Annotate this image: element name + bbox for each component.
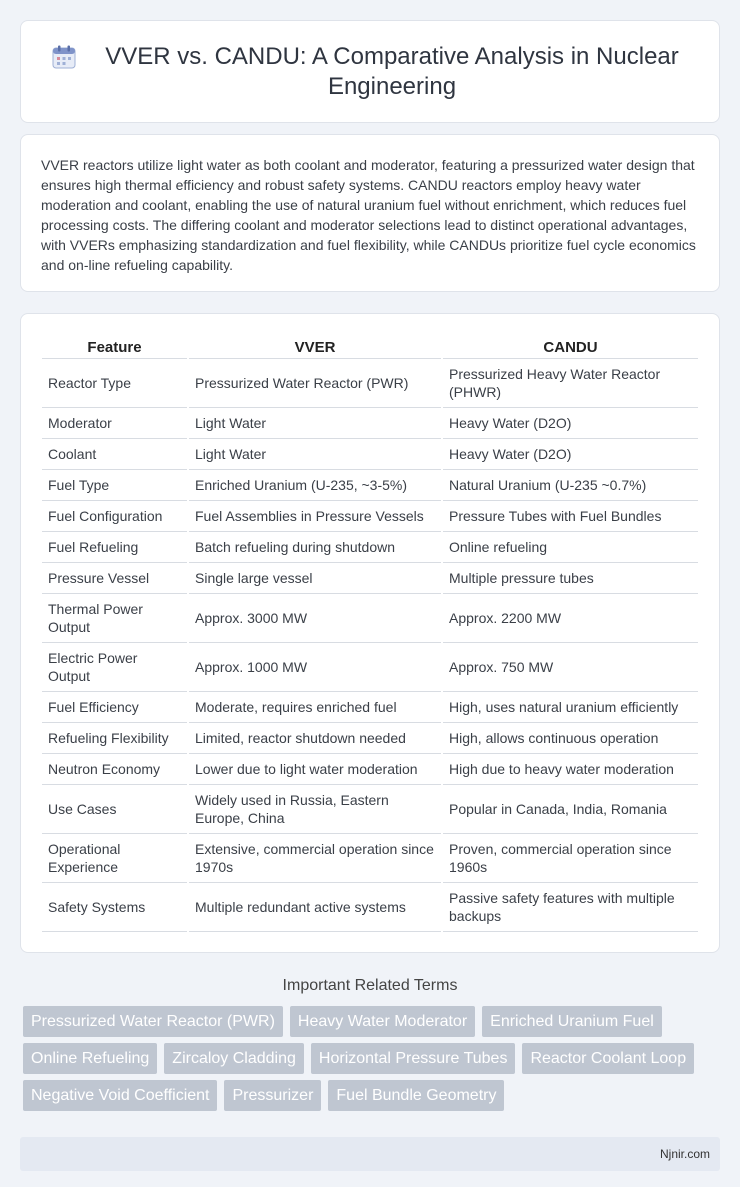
calendar-icon: [51, 44, 77, 70]
table-row: [42, 593, 698, 642]
footer: [20, 1137, 720, 1171]
row-feature: Moderator: [42, 407, 188, 438]
row-vver: Extensive, commercial operation since 1970s: [188, 833, 442, 882]
row-candu: Approx. 750 MW: [442, 642, 698, 691]
table-header-row: [42, 334, 698, 358]
table-row: [42, 531, 698, 562]
tag-reactor-coolant-loop[interactable]: Reactor Coolant Loop: [522, 1043, 694, 1074]
header-vver: VVER: [188, 334, 442, 358]
row-feature: Electric Power Output: [42, 642, 188, 691]
tag-heavy-water-moderator[interactable]: Heavy Water Moderator: [290, 1006, 475, 1037]
row-candu: Pressurized Heavy Water Reactor (PHWR): [442, 358, 698, 407]
tag-horizontal-pressure-tubes[interactable]: Horizontal Pressure Tubes: [311, 1043, 516, 1074]
row-feature: Safety Systems: [42, 882, 188, 931]
row-feature: Operational Experience: [42, 833, 188, 882]
row-vver: Batch refueling during shutdown: [188, 531, 442, 562]
row-vver: Light Water: [188, 438, 442, 469]
header-feature: Feature: [42, 334, 188, 358]
tag-online-refueling[interactable]: Online Refueling: [23, 1043, 157, 1074]
row-vver: Single large vessel: [188, 562, 442, 593]
footer-site-link[interactable]: Njnir.com: [659, 1147, 710, 1161]
table-row: [42, 407, 698, 438]
row-candu: Heavy Water (D2O): [442, 438, 698, 469]
row-candu: Passive safety features with multiple backups: [442, 882, 698, 931]
row-feature: Coolant: [42, 438, 188, 469]
row-candu: High, allows continuous operation: [442, 722, 698, 753]
table-row: [42, 784, 698, 833]
header-candu: CANDU: [442, 334, 698, 358]
tag-pressurized-water-reactor[interactable]: Pressurized Water Reactor (PWR): [23, 1006, 283, 1037]
row-candu: Proven, commercial operation since 1960s: [442, 833, 698, 882]
row-feature: Fuel Type: [42, 469, 188, 500]
related-terms-tags: [23, 1006, 720, 1117]
tag-zircaloy-cladding[interactable]: Zircaloy Cladding: [164, 1043, 304, 1074]
tag-enriched-uranium-fuel[interactable]: Enriched Uranium Fuel: [482, 1006, 662, 1037]
row-vver: Light Water: [188, 407, 442, 438]
row-vver: Fuel Assemblies in Pressure Vessels: [188, 500, 442, 531]
table-row: [42, 753, 698, 784]
row-vver: Limited, reactor shutdown needed: [188, 722, 442, 753]
row-candu: Heavy Water (D2O): [442, 407, 698, 438]
row-vver: Moderate, requires enriched fuel: [188, 691, 442, 722]
row-candu: Pressure Tubes with Fuel Bundles: [442, 500, 698, 531]
row-feature: Pressure Vessel: [42, 562, 188, 593]
title-card: [20, 20, 720, 123]
row-vver: Approx. 1000 MW: [188, 642, 442, 691]
row-feature: Fuel Efficiency: [42, 691, 188, 722]
related-terms-heading: Important Related Terms: [282, 977, 458, 994]
row-candu: Multiple pressure tubes: [442, 562, 698, 593]
row-candu: High, uses natural uranium efficiently: [442, 691, 698, 722]
row-candu: Approx. 2200 MW: [442, 593, 698, 642]
row-feature: Neutron Economy: [42, 753, 188, 784]
table-row: [42, 500, 698, 531]
row-feature: Reactor Type: [42, 358, 188, 407]
row-feature: Fuel Refueling: [42, 531, 188, 562]
page-title: VVER vs. CANDU: A Comparative Analysis in Nuclear Engineering: [105, 42, 679, 100]
title-wrap: [51, 42, 689, 102]
tag-negative-void-coefficient[interactable]: Negative Void Coefficient: [23, 1080, 217, 1111]
table-row: [42, 562, 698, 593]
table-row: [42, 358, 698, 407]
intro-card: [20, 134, 720, 292]
tag-fuel-bundle-geometry[interactable]: Fuel Bundle Geometry: [328, 1080, 504, 1111]
table-row: [42, 833, 698, 882]
row-vver: Multiple redundant active systems: [188, 882, 442, 931]
table-row: [42, 691, 698, 722]
row-vver: Enriched Uranium (U-235, ~3-5%): [188, 469, 442, 500]
table-row: [42, 469, 698, 500]
related-terms-section: [0, 975, 740, 1117]
row-vver: Widely used in Russia, Eastern Europe, China: [188, 784, 442, 833]
row-vver: Pressurized Water Reactor (PWR): [188, 358, 442, 407]
comparison-table-card: [20, 313, 720, 953]
row-feature: Thermal Power Output: [42, 593, 188, 642]
comparison-table: [42, 334, 698, 932]
table-row: [42, 722, 698, 753]
intro-paragraph: VVER reactors utilize light water as both coolant and moderator, featuring a pressurized water design that ensures high thermal efficiency and robust safety systems. CANDU reactors employ heavy water moderation and coolant, enabling the use of natural uranium fuel without enrichment, which reduces fuel processing costs. The differing coolant and moderator selections lead to distinct operational advantages, with VVERs emphasizing standardization and fuel flexibility, while CANDUs prioritize fuel cycle economics and on-line refueling capability.: [41, 157, 696, 273]
row-vver: Approx. 3000 MW: [188, 593, 442, 642]
row-candu: Natural Uranium (U-235 ~0.7%): [442, 469, 698, 500]
row-candu: Popular in Canada, India, Romania: [442, 784, 698, 833]
row-candu: Online refueling: [442, 531, 698, 562]
table-row: [42, 642, 698, 691]
row-candu: High due to heavy water moderation: [442, 753, 698, 784]
table-row: [42, 438, 698, 469]
row-feature: Fuel Configuration: [42, 500, 188, 531]
row-feature: Use Cases: [42, 784, 188, 833]
table-row: [42, 882, 698, 931]
row-feature: Refueling Flexibility: [42, 722, 188, 753]
row-vver: Lower due to light water moderation: [188, 753, 442, 784]
tag-pressurizer[interactable]: Pressurizer: [224, 1080, 321, 1111]
